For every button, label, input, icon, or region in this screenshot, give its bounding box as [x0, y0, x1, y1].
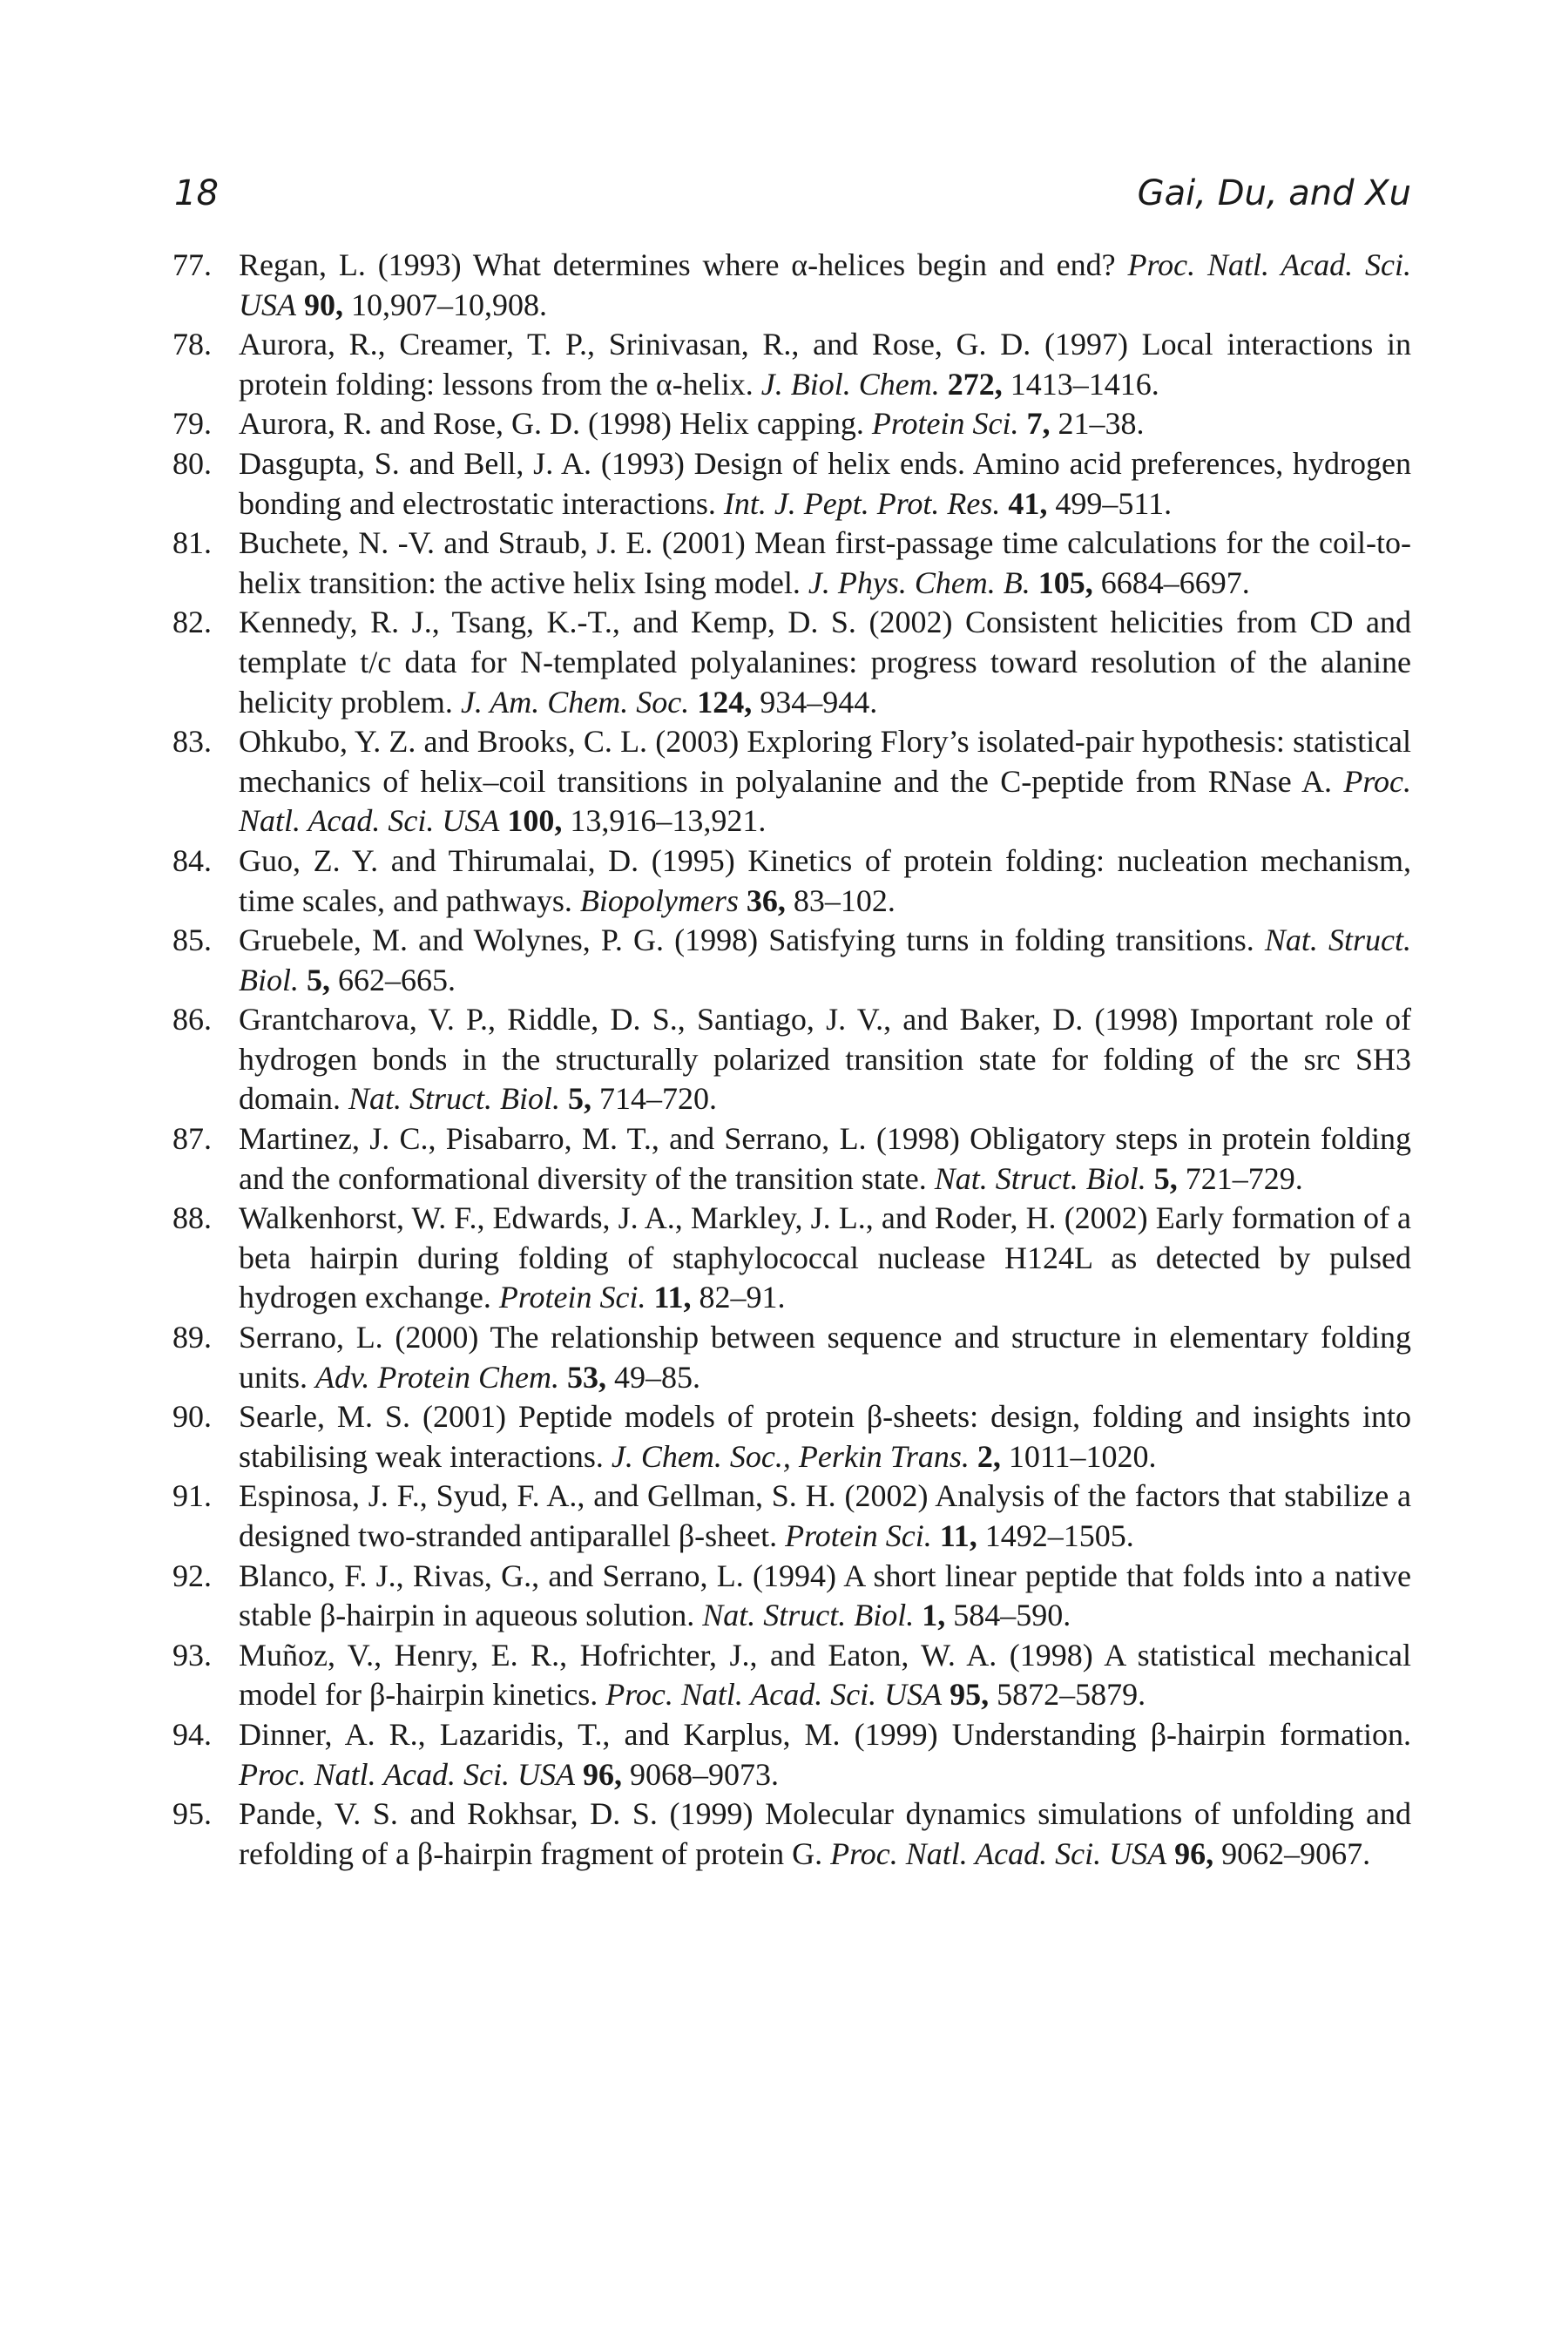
reference-item: [172, 1119, 1411, 1199]
reference-item: [172, 1794, 1411, 1874]
reference-item: [172, 1397, 1411, 1477]
reference-title: The relationship between sequence and structure in elementary folding units.: [239, 1320, 1411, 1395]
reference-volume: 90,: [304, 287, 343, 322]
reference-volume: 272,: [947, 366, 1003, 402]
reference-volume: 2,: [977, 1438, 1001, 1474]
reference-number: 90.: [172, 1399, 212, 1435]
page-header: [174, 167, 1411, 220]
reference-title: Important role of hydrogen bonds in the structurally polarized transition state for folding of the src SH3 domain.: [239, 1002, 1411, 1117]
reference-item: [172, 1477, 1411, 1556]
reference-pages: 9068–9073.: [629, 1756, 779, 1792]
reference-title: Kinetics of protein folding: nucleation mechanism, time scales, and pathways.: [239, 842, 1412, 918]
reference-authors: Serrano, L.: [239, 1320, 383, 1355]
reference-number: 80.: [172, 445, 212, 481]
reference-volume: 41,: [1008, 485, 1048, 521]
reference-title: Exploring Flory’s isolated-pair hypothesis: statistical mechanics of helix–coil transitions in polyalanine and the C-peptide from RNase A.: [239, 724, 1412, 799]
reference-pages: 499–511.: [1055, 485, 1173, 521]
reference-title: Local interactions in protein folding: lessons from the α-helix.: [239, 327, 1411, 402]
reference-item: [172, 404, 1411, 444]
reference-number: 94.: [172, 1716, 212, 1752]
reference-volume: 95,: [950, 1677, 990, 1713]
reference-item: [172, 841, 1411, 921]
reference-year: (1998): [875, 1121, 960, 1157]
reference-authors: Espinosa, J. F., Syud, F. A., and Gellman, S. H.: [239, 1478, 836, 1514]
reference-year: (2001): [422, 1399, 506, 1435]
reference-volume: 96,: [582, 1756, 622, 1792]
reference-authors: Aurora, R., Creamer, T. P., Srinivasan, R., and Rose, G. D.: [239, 327, 1031, 362]
reference-authors: Blanco, F. J., Rivas, G., and Serrano, L.: [239, 1558, 744, 1593]
reference-number: 93.: [172, 1637, 212, 1673]
reference-volume: 5,: [1153, 1160, 1178, 1196]
reference-item: [172, 603, 1411, 722]
reference-pages: 13,916–13,921.: [570, 803, 767, 839]
reference-item: [172, 1557, 1411, 1636]
reference-item: [172, 444, 1411, 524]
reference-authors: Searle, M. S.: [239, 1399, 410, 1435]
reference-journal: Protein Sci.: [871, 406, 1019, 442]
reference-title: Analysis of the factors that stabilize a designed two-stranded antiparallel β-sheet.: [239, 1478, 1412, 1553]
reference-year: (1993): [377, 247, 462, 282]
reference-item: [172, 1199, 1411, 1318]
reference-number: 92.: [172, 1558, 212, 1593]
reference-authors: Guo, Z. Y. and Thirumalai, D.: [239, 842, 639, 878]
reference-title: Molecular dynamics simulations of unfolding and refolding of a β-hairpin fragment of protein G.: [239, 1796, 1411, 1871]
reference-title: Mean first-passage time calculations for the coil-to-helix transition: the active helix Ising model.: [239, 525, 1412, 600]
reference-number: 81.: [172, 525, 212, 561]
reference-year: (1999): [854, 1716, 938, 1752]
reference-item: [172, 921, 1411, 1000]
reference-item: [172, 246, 1411, 325]
reference-pages: 82–91.: [699, 1280, 786, 1315]
reference-item: [172, 524, 1411, 603]
reference-authors: Gruebele, M. and Wolynes, P. G.: [239, 923, 664, 958]
reference-number: 78.: [172, 327, 212, 362]
reference-title: Consistent helicities from CD and template t/c data for N-templated polyalanines: progress toward resolution of the alanine helicity problem.: [239, 605, 1412, 720]
reference-authors: Grantcharova, V. P., Riddle, D. S., Santiago, J. V., and Baker, D.: [239, 1002, 1084, 1037]
reference-authors: Dinner, A. R., Lazaridis, T., and Karplus, M.: [239, 1716, 841, 1752]
reference-journal: Nat. Struct. Biol.: [348, 1081, 560, 1117]
reference-number: 79.: [172, 406, 212, 442]
reference-year: (1998): [1094, 1002, 1179, 1037]
reference-journal: Adv. Protein Chem.: [315, 1359, 559, 1395]
reference-authors: Regan, L.: [239, 247, 366, 282]
reference-year: (2002): [844, 1478, 929, 1514]
reference-year: (2000): [395, 1320, 479, 1355]
reference-title: A statistical mechanical model for β-hairpin kinetics.: [239, 1637, 1411, 1713]
reference-item: [172, 1715, 1411, 1794]
reference-volume: 1,: [922, 1598, 946, 1633]
reference-year: (1998): [1009, 1637, 1093, 1673]
reference-year: (1997): [1044, 327, 1128, 362]
reference-pages: 1492–1505.: [984, 1518, 1134, 1553]
reference-authors: Dasgupta, S. and Bell, J. A.: [239, 445, 592, 481]
reference-volume: 53,: [566, 1359, 606, 1395]
reference-year: (2001): [661, 525, 746, 561]
reference-pages: 934–944.: [760, 684, 878, 720]
reference-number: 85.: [172, 923, 212, 958]
reference-year: (1998): [674, 923, 759, 958]
reference-journal: Biopolymers: [579, 882, 739, 918]
reference-pages: 6684–6697.: [1100, 564, 1250, 600]
reference-journal: Proc. Natl. Acad. Sci. USA: [239, 1756, 575, 1792]
reference-number: 87.: [172, 1121, 212, 1157]
reference-title: Early formation of a beta hairpin during folding of staphylococcal nuclease H124L as detected by pulsed hydrogen exchange.: [239, 1200, 1412, 1315]
reference-journal: J. Biol. Chem.: [760, 366, 940, 402]
reference-journal: Proc. Natl. Acad. Sci. USA: [830, 1835, 1167, 1871]
reference-volume: 7,: [1026, 406, 1051, 442]
reference-pages: 1413–1416.: [1010, 366, 1159, 402]
reference-year: (1999): [669, 1796, 754, 1832]
reference-journal: J. Chem. Soc., Perkin Trans.: [611, 1438, 970, 1474]
reference-journal: Nat. Struct. Biol.: [239, 923, 1411, 997]
reference-journal: J. Phys. Chem. B.: [808, 564, 1031, 600]
reference-journal: Protein Sci.: [498, 1280, 646, 1315]
reference-title: Satisfying turns in folding transitions.: [768, 923, 1254, 958]
reference-volume: 96,: [1174, 1835, 1214, 1871]
reference-journal: Int. J. Pept. Prot. Res.: [723, 485, 1001, 521]
reference-pages: 49–85.: [613, 1359, 700, 1395]
reference-pages: 662–665.: [338, 962, 456, 997]
reference-authors: Buchete, N. -V. and Straub, J. E.: [239, 525, 653, 561]
reference-volume: 36,: [746, 882, 786, 918]
reference-authors: Pande, V. S. and Rokhsar, D. S.: [239, 1796, 658, 1832]
reference-number: 95.: [172, 1796, 212, 1832]
reference-journal: Protein Sci.: [785, 1518, 932, 1553]
reference-number: 89.: [172, 1320, 212, 1355]
reference-pages: 21–38.: [1058, 406, 1145, 442]
reference-title: Peptide models of protein β-sheets: design, folding and insights into stabilising weak interactions.: [239, 1399, 1412, 1474]
page-number: 18: [174, 173, 219, 213]
reference-journal: Nat. Struct. Biol.: [702, 1598, 915, 1633]
reference-item: [172, 1636, 1411, 1715]
reference-pages: 714–720.: [598, 1081, 717, 1117]
reference-number: 84.: [172, 842, 212, 878]
reference-title: Understanding β-hairpin formation.: [951, 1716, 1412, 1752]
reference-pages: 721–729.: [1185, 1160, 1303, 1196]
reference-volume: 124,: [697, 684, 753, 720]
reference-item: [172, 722, 1411, 841]
reference-number: 86.: [172, 1002, 212, 1037]
reference-year: (1994): [752, 1558, 836, 1593]
reference-pages: 5872–5879.: [997, 1677, 1146, 1713]
reference-item: [172, 1318, 1411, 1397]
reference-volume: 105,: [1037, 564, 1093, 600]
reference-authors: Aurora, R. and Rose, G. D.: [239, 406, 580, 442]
reference-authors: Kennedy, R. J., Tsang, K.-T., and Kemp, D. S.: [239, 605, 856, 640]
running-head: Gai, Du, and Xu: [1137, 173, 1411, 213]
reference-volume: 5,: [567, 1081, 591, 1117]
reference-title: A short linear peptide that folds into a native stable β-hairpin in aqueous solution.: [239, 1558, 1412, 1633]
reference-year: (2003): [655, 724, 740, 760]
reference-year: (2002): [1064, 1200, 1148, 1236]
reference-year: (2002): [868, 605, 953, 640]
reference-title: What determines where α-helices begin and end?: [472, 247, 1116, 282]
reference-journal: Proc. Natl. Acad. Sci. USA: [239, 247, 1412, 322]
reference-authors: Ohkubo, Y. Z. and Brooks, C. L.: [239, 724, 648, 760]
reference-title: Design of helix ends. Amino acid preferences, hydrogen bonding and electrostatic interactions.: [239, 445, 1412, 521]
reference-volume: 11,: [653, 1280, 692, 1315]
reference-authors: Martinez, J. C., Pisabarro, M. T., and Serrano, L.: [239, 1121, 867, 1157]
reference-list: [172, 246, 1411, 1874]
reference-volume: 5,: [307, 962, 330, 997]
reference-title: Helix capping.: [679, 406, 864, 442]
reference-number: 83.: [172, 724, 212, 760]
reference-item: [172, 325, 1411, 404]
reference-number: 91.: [172, 1478, 212, 1514]
reference-pages: 9062–9067.: [1221, 1835, 1371, 1871]
reference-authors: Muñoz, V., Henry, E. R., Hofrichter, J., and Eaton, W. A.: [239, 1637, 997, 1673]
reference-journal: Proc. Natl. Acad. Sci. USA: [605, 1677, 943, 1713]
reference-journal: Proc. Natl. Acad. Sci. USA: [239, 763, 1411, 839]
reference-pages: 1011–1020.: [1008, 1438, 1157, 1474]
reference-pages: 584–590.: [953, 1598, 1071, 1633]
reference-item: [172, 1000, 1411, 1119]
reference-journal: Nat. Struct. Biol.: [934, 1160, 1146, 1196]
reference-journal: J. Am. Chem. Soc.: [460, 684, 690, 720]
reference-authors: Walkenhorst, W. F., Edwards, J. A., Markley, J. L., and Roder, H.: [239, 1200, 1057, 1236]
reference-number: 88.: [172, 1200, 212, 1236]
reference-year: (1998): [587, 406, 672, 442]
reference-number: 77.: [172, 247, 212, 282]
reference-pages: 10,907–10,908.: [351, 287, 547, 322]
reference-volume: 100,: [507, 803, 563, 839]
reference-year: (1993): [600, 445, 685, 481]
reference-year: (1995): [651, 842, 735, 878]
reference-pages: 83–102.: [793, 882, 896, 918]
reference-volume: 11,: [939, 1518, 977, 1553]
reference-number: 82.: [172, 605, 212, 640]
reference-title: Obligatory steps in protein folding and the conformational diversity of the transition state.: [239, 1121, 1412, 1196]
